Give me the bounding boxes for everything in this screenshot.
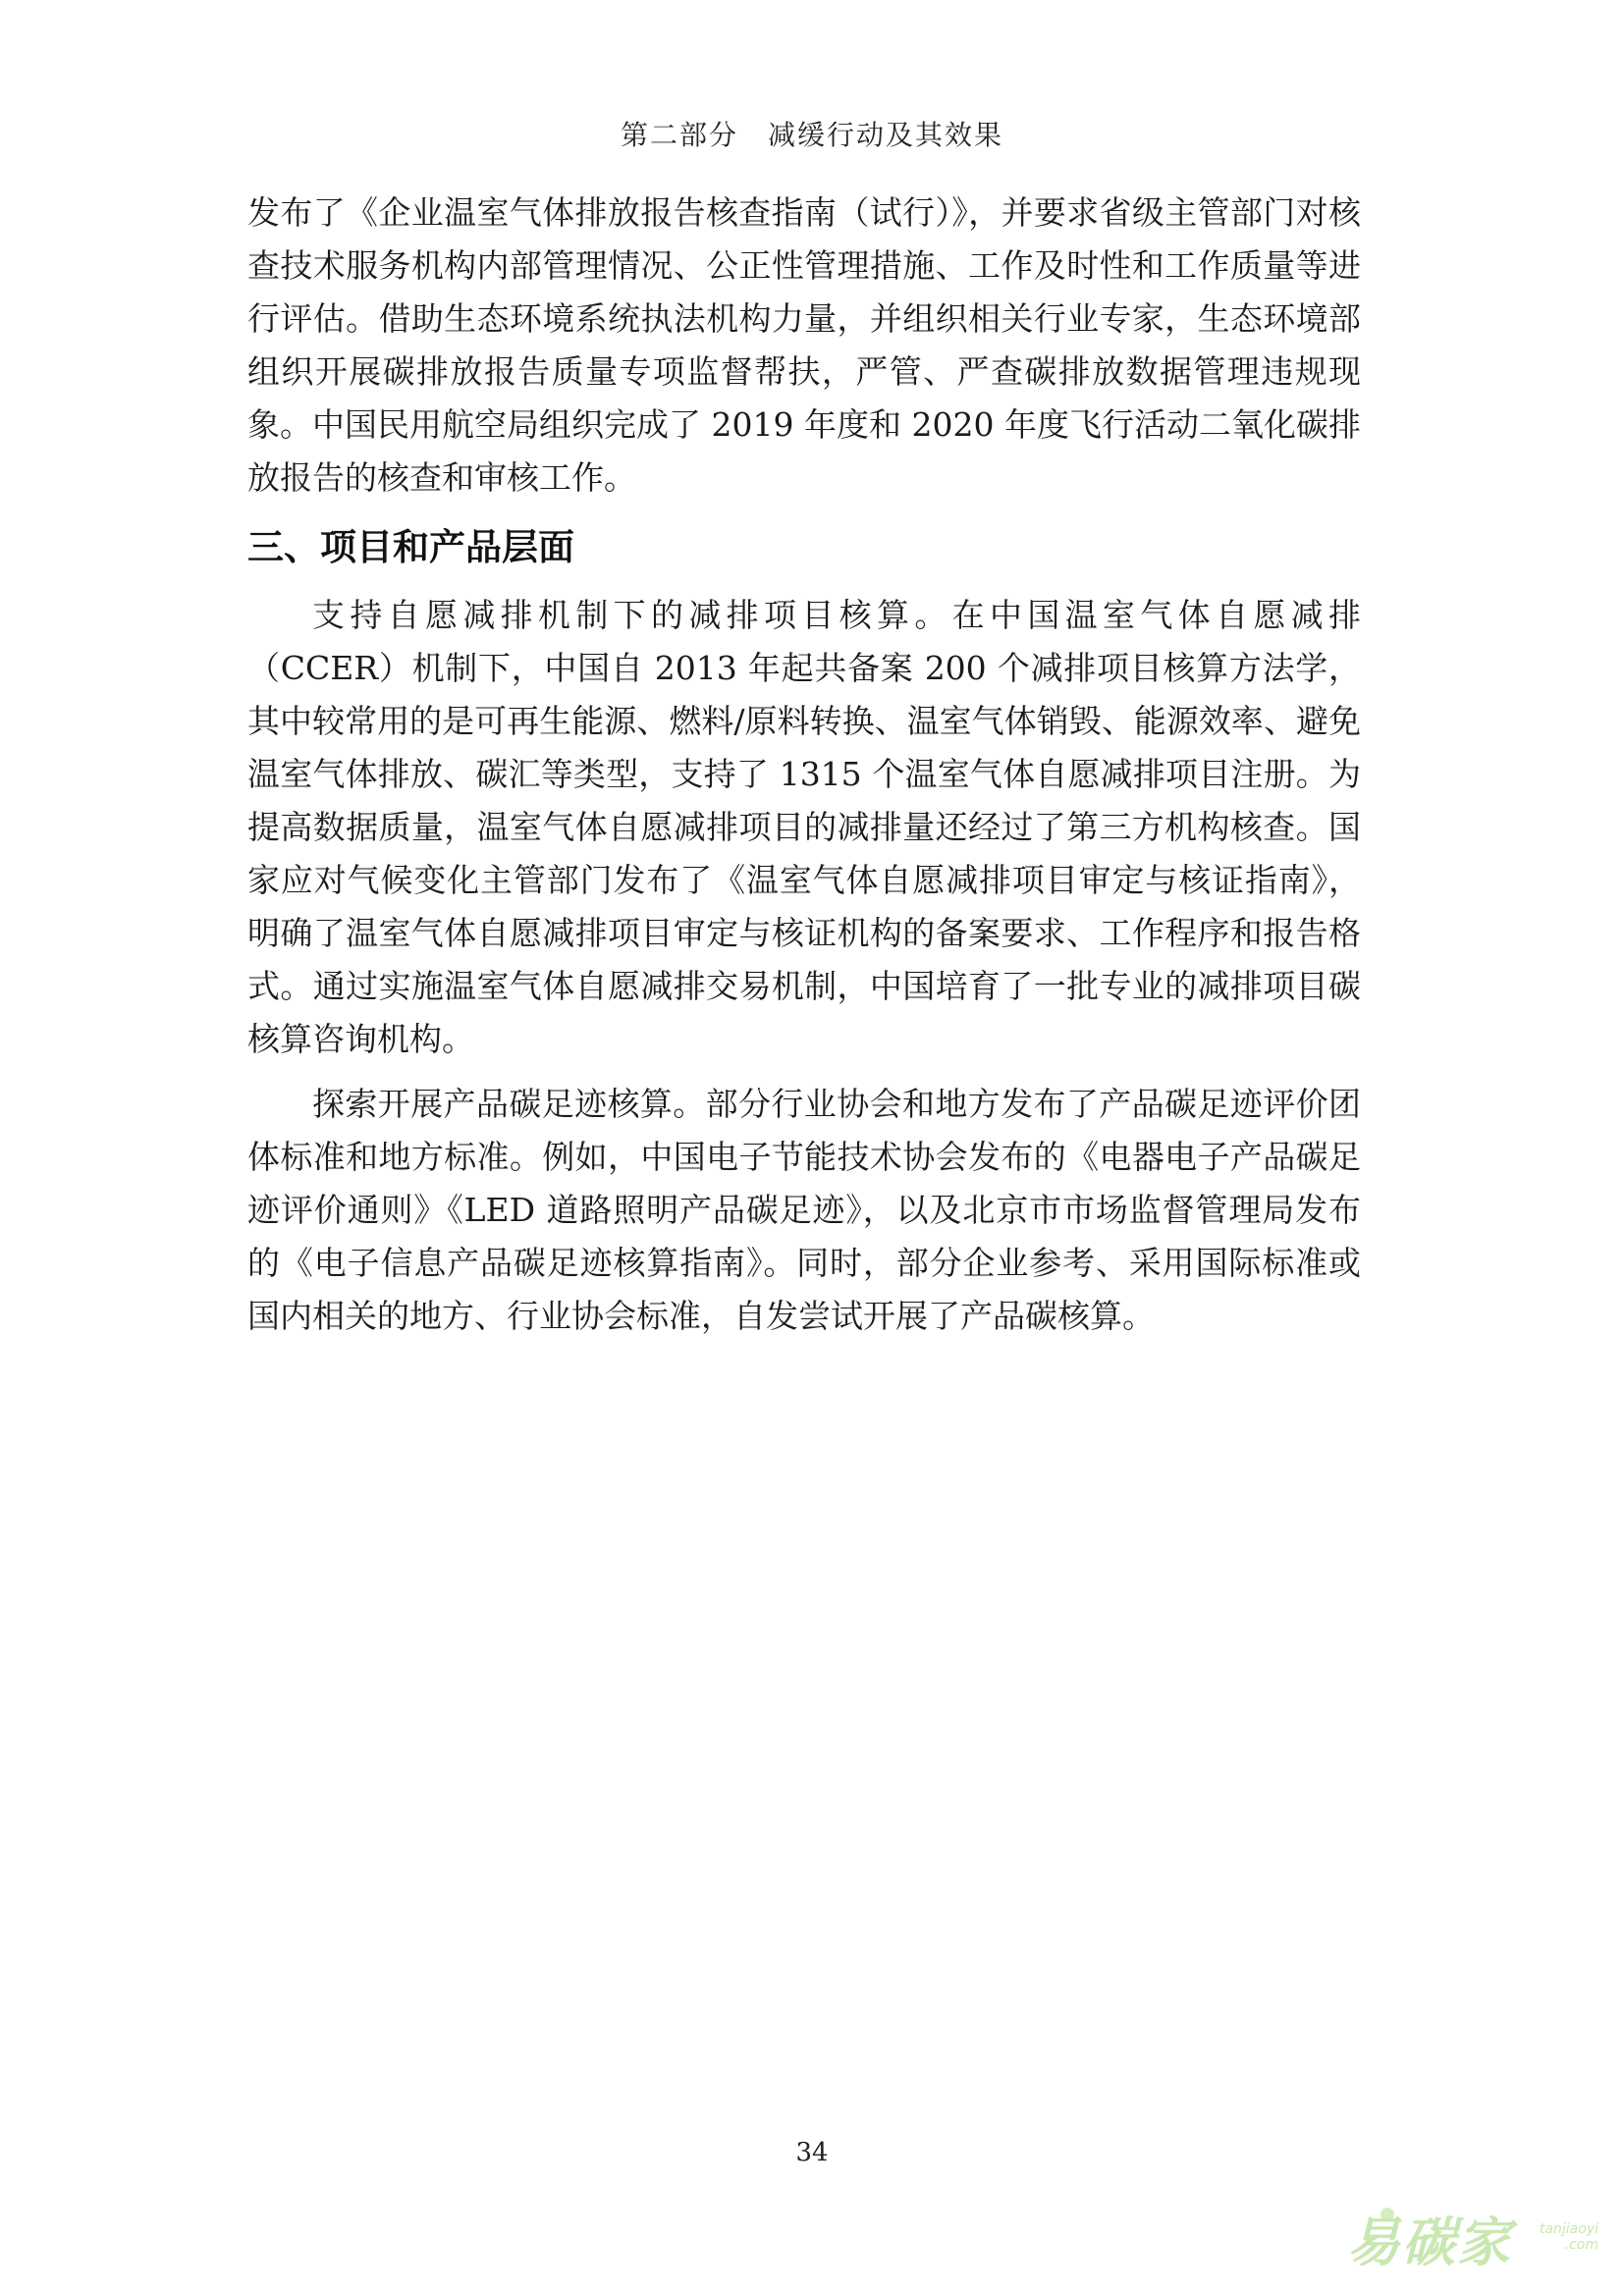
watermark-domain [1540, 2221, 1598, 2253]
page-content [247, 187, 1361, 1343]
paragraph-continuation: 发布了《企业温室气体排放报告核查指南（试行）》，并要求省级主管部门对核查技术服务机构内部管理情况、公正性管理措施、工作及时性和工作质量等进行评估。借助生态环境系统执法机构力量，并组织相关行业专家，生态环境部组织开展碳排放报告质量专项监督帮扶，严管、严查碳排放数据管理违规现象。中国民用航空局组织完成了 2019 年度和 2020 年度飞行活动二氧化碳排放报告的核查和审核工作。 [247, 193, 1361, 497]
running-header: 第二部分 减缓行动及其效果 [620, 119, 1003, 151]
watermark-brand: 易碳家 [1347, 2212, 1512, 2273]
section-heading: 三、项目和产品层面 [247, 526, 574, 568]
watermark-domain-line2: .com [1564, 2237, 1598, 2253]
watermark-logo [1347, 2206, 1602, 2284]
watermark-domain-line1: tanjiaoyi [1539, 2221, 1598, 2237]
paragraph-carbon-footprint: 探索开展产品碳足迹核算。部分行业协会和地方发布了产品碳足迹评价团体标准和地方标准。例如，中国电子节能技术协会发布的《电器电子产品碳足迹评价通则》《LED 道路照明产品碳足迹》，以及北京市市场监督管理局发布的《电子信息产品碳足迹核算指南》。同时，部分企业参考、采用国际标准或国内相关的地方、行业协会标准，自发尝试开展了产品碳核算。 [247, 1085, 1361, 1335]
paragraph-ccer: 支持自愿减排机制下的减排项目核算。在中国温室气体自愿减排（CCER）机制下，中国自 2013 年起共备案 200 个减排项目核算方法学，其中较常用的是可再生能源、燃料/原料转换、温室气体销毁、能源效率、避免温室气体排放、碳汇等类型，支持了 1315 个温室气体自愿减排项目注册。为提高数据质量，温室气体自愿减排项目的减排量还经过了第三方机构核查。国家应对气候变化主管部门发布了《温室气体自愿减排项目审定与核证指南》，明确了温室气体自愿减排项目审定与核证机构的备案要求、工作程序和报告格式。通过实施温室气体自愿减排交易机制，中国培育了一批专业的减排项目碳核算咨询机构。 [247, 596, 1361, 1058]
page-number: 34 [795, 2138, 829, 2167]
